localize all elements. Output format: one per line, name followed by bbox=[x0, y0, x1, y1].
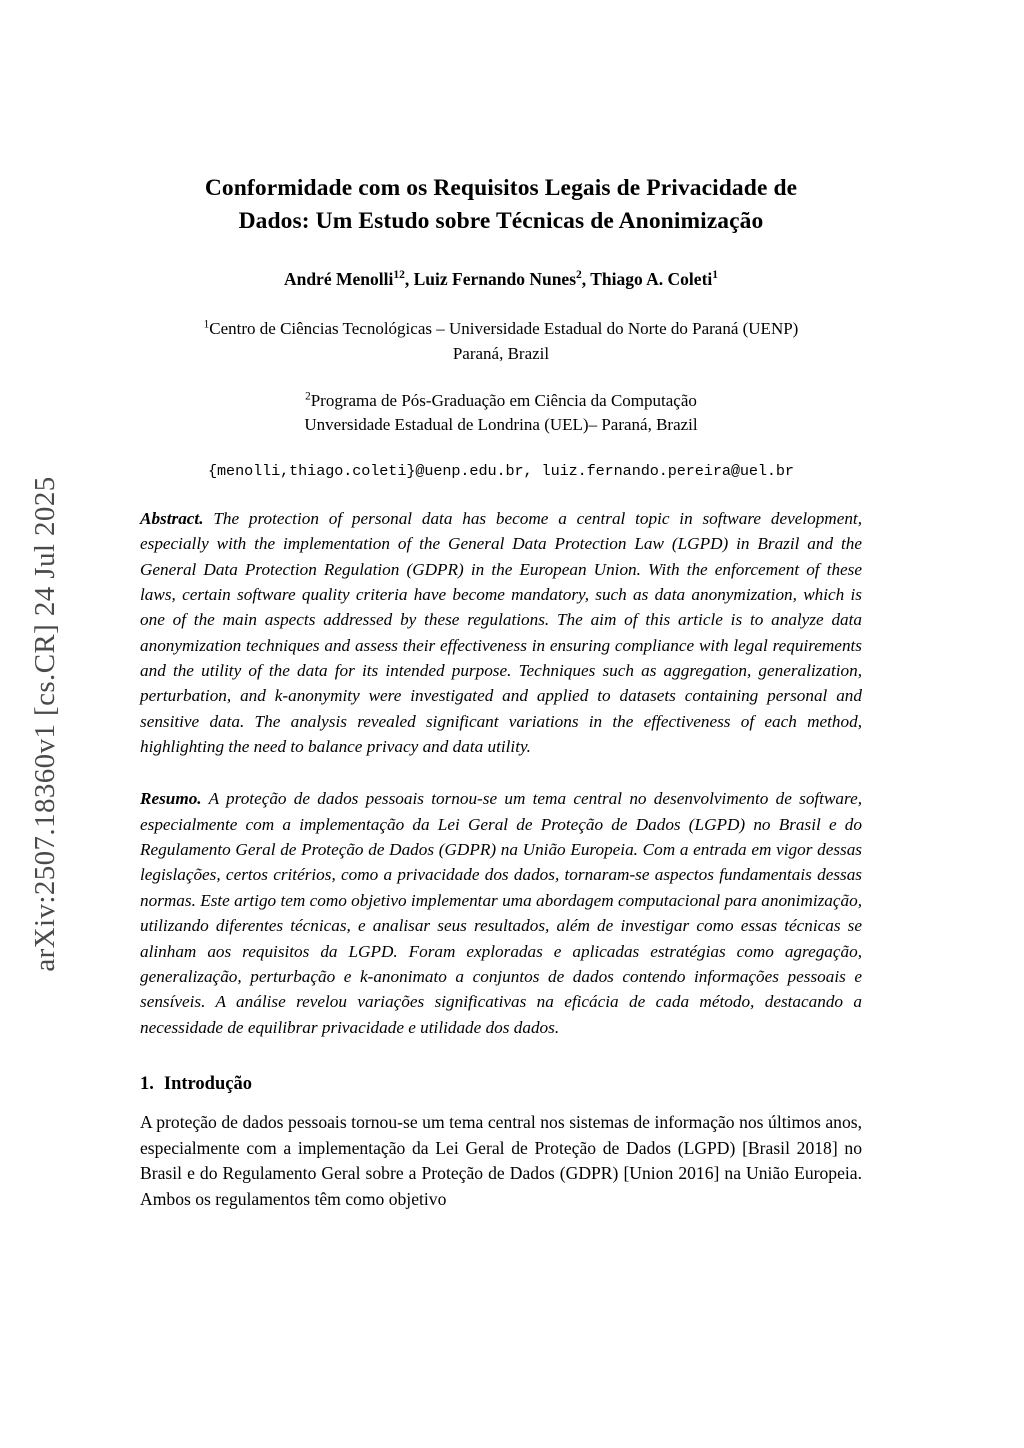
abstract-text: The protection of personal data has become a central topic in software development, especially with the implementation of the General Data Protection Law (LGPD) in Brazil and the General Data Protection Regulation (GDPR) in the European Union. With the enforcement of these laws, certain software quality criteria have become mandatory, such as data anonymization, which is one of the main aspects addressed by these regulations. The aim of this article is to analyze data anonymization techniques and assess their effectiveness in ensuring compliance with legal requirements and the utility of the data for its intended purpose. Techniques such as aggregation, generalization, perturbation, and k-anonymity were investigated and applied to datasets containing personal and sensitive data. The analysis revealed significant variations in the effectiveness of each method, highlighting the need to balance privacy and data utility. bbox=[140, 508, 862, 757]
section-number: 1. bbox=[140, 1073, 154, 1094]
abstract-section bbox=[140, 506, 862, 760]
arxiv-identifier-stamp bbox=[0, 0, 90, 1448]
affiliation-2-line-2: Unversidade Estadual de Londrina (UEL)– Paraná, Brazil bbox=[304, 415, 698, 435]
author-2-name: Luiz Fernando Nunes bbox=[413, 268, 577, 289]
author-3-name: Thiago A. Coleti bbox=[590, 268, 713, 289]
author-3-affiliation-marker: 1 bbox=[712, 268, 719, 281]
title-line-2: Dados: Um Estudo sobre Técnicas de Anonimização bbox=[238, 208, 764, 235]
affiliation-1-marker: 1 bbox=[203, 318, 210, 331]
section-heading-introducao bbox=[140, 1074, 862, 1095]
abstract-label: Abstract. bbox=[140, 508, 204, 528]
author-1-name: André Menolli bbox=[283, 268, 394, 289]
author-emails: {menolli,thiago.coleti}@uenp.edu.br, luiz.fernando.pereira@uel.br bbox=[208, 461, 794, 480]
author-2-affiliation-marker: 2 bbox=[576, 268, 582, 281]
affiliation-2-marker: 2 bbox=[305, 389, 311, 402]
author-list bbox=[140, 267, 862, 292]
page-title bbox=[140, 172, 862, 239]
author-separator-1: , bbox=[404, 268, 414, 289]
affiliation-1-line-2: Paraná, Brazil bbox=[452, 343, 550, 363]
affiliation-1 bbox=[140, 317, 862, 366]
author-separator-2: , bbox=[581, 268, 591, 289]
section-title: Introdução bbox=[163, 1073, 252, 1094]
title-line-1: Conformidade com os Requisitos Legais de Privacidade de bbox=[204, 175, 798, 201]
resumo-label: Resumo. bbox=[140, 789, 202, 809]
section-1-paragraph-1: A proteção de dados pessoais tornou-se um tema central nos sistemas de informação nos últimos anos, especialmente com a implementação da Lei Geral de Proteção de Dados (LGPD) [Brasil 2018] no Brasil e do Regulamento Geral sobre a Proteção de Dados (GDPR) [Union 2016] na União Europeia. Ambos os regulamentos têm como objetivo bbox=[140, 1111, 862, 1209]
resumo-section bbox=[140, 786, 862, 1040]
affiliation-2 bbox=[140, 389, 862, 438]
author-1-affiliation-marker: 12 bbox=[393, 268, 405, 281]
affiliation-1-line-1: Centro de Ciências Tecnológicas – Universidade Estadual do Norte do Paraná (UENP) bbox=[209, 319, 799, 339]
arxiv-identifier-text: arXiv:2507.18360v1 [cs.CR] 24 Jul 2025 bbox=[28, 476, 61, 972]
resumo-text: A proteção de dados pessoais tornou-se um tema central no desenvolvimento de software, especialmente com a implementação da Lei Geral de Proteção de Dados (LGPD) no Brasil e do Regulamento Geral de Proteção de Dados (GDPR) na União Europeia. Com a entrada em vigor dessas legislações, certos critérios, como a privacidade dos dados, tornaram-se aspectos fundamentais dessas normas. Este artigo tem como objetivo implementar uma abordagem computacional para anonimização, utilizando diferentes técnicas, e analisar seus resultados, além de investigar como essas técnicas se alinham aos requisitos da LGPD. Foram exploradas e aplicadas estratégias como agregação, generalização, perturbação e k-anonimato a conjuntos de dados contendo informações pessoais e sensíveis. A análise revelou variações significativas na eficácia de cada método, destacando a necessidade de equilibrar privacidade e utilidade dos dados. bbox=[140, 789, 862, 1037]
affiliation-2-line-1: Programa de Pós-Graduação em Ciência da Computação bbox=[310, 390, 697, 410]
paper-content bbox=[140, 150, 862, 1230]
